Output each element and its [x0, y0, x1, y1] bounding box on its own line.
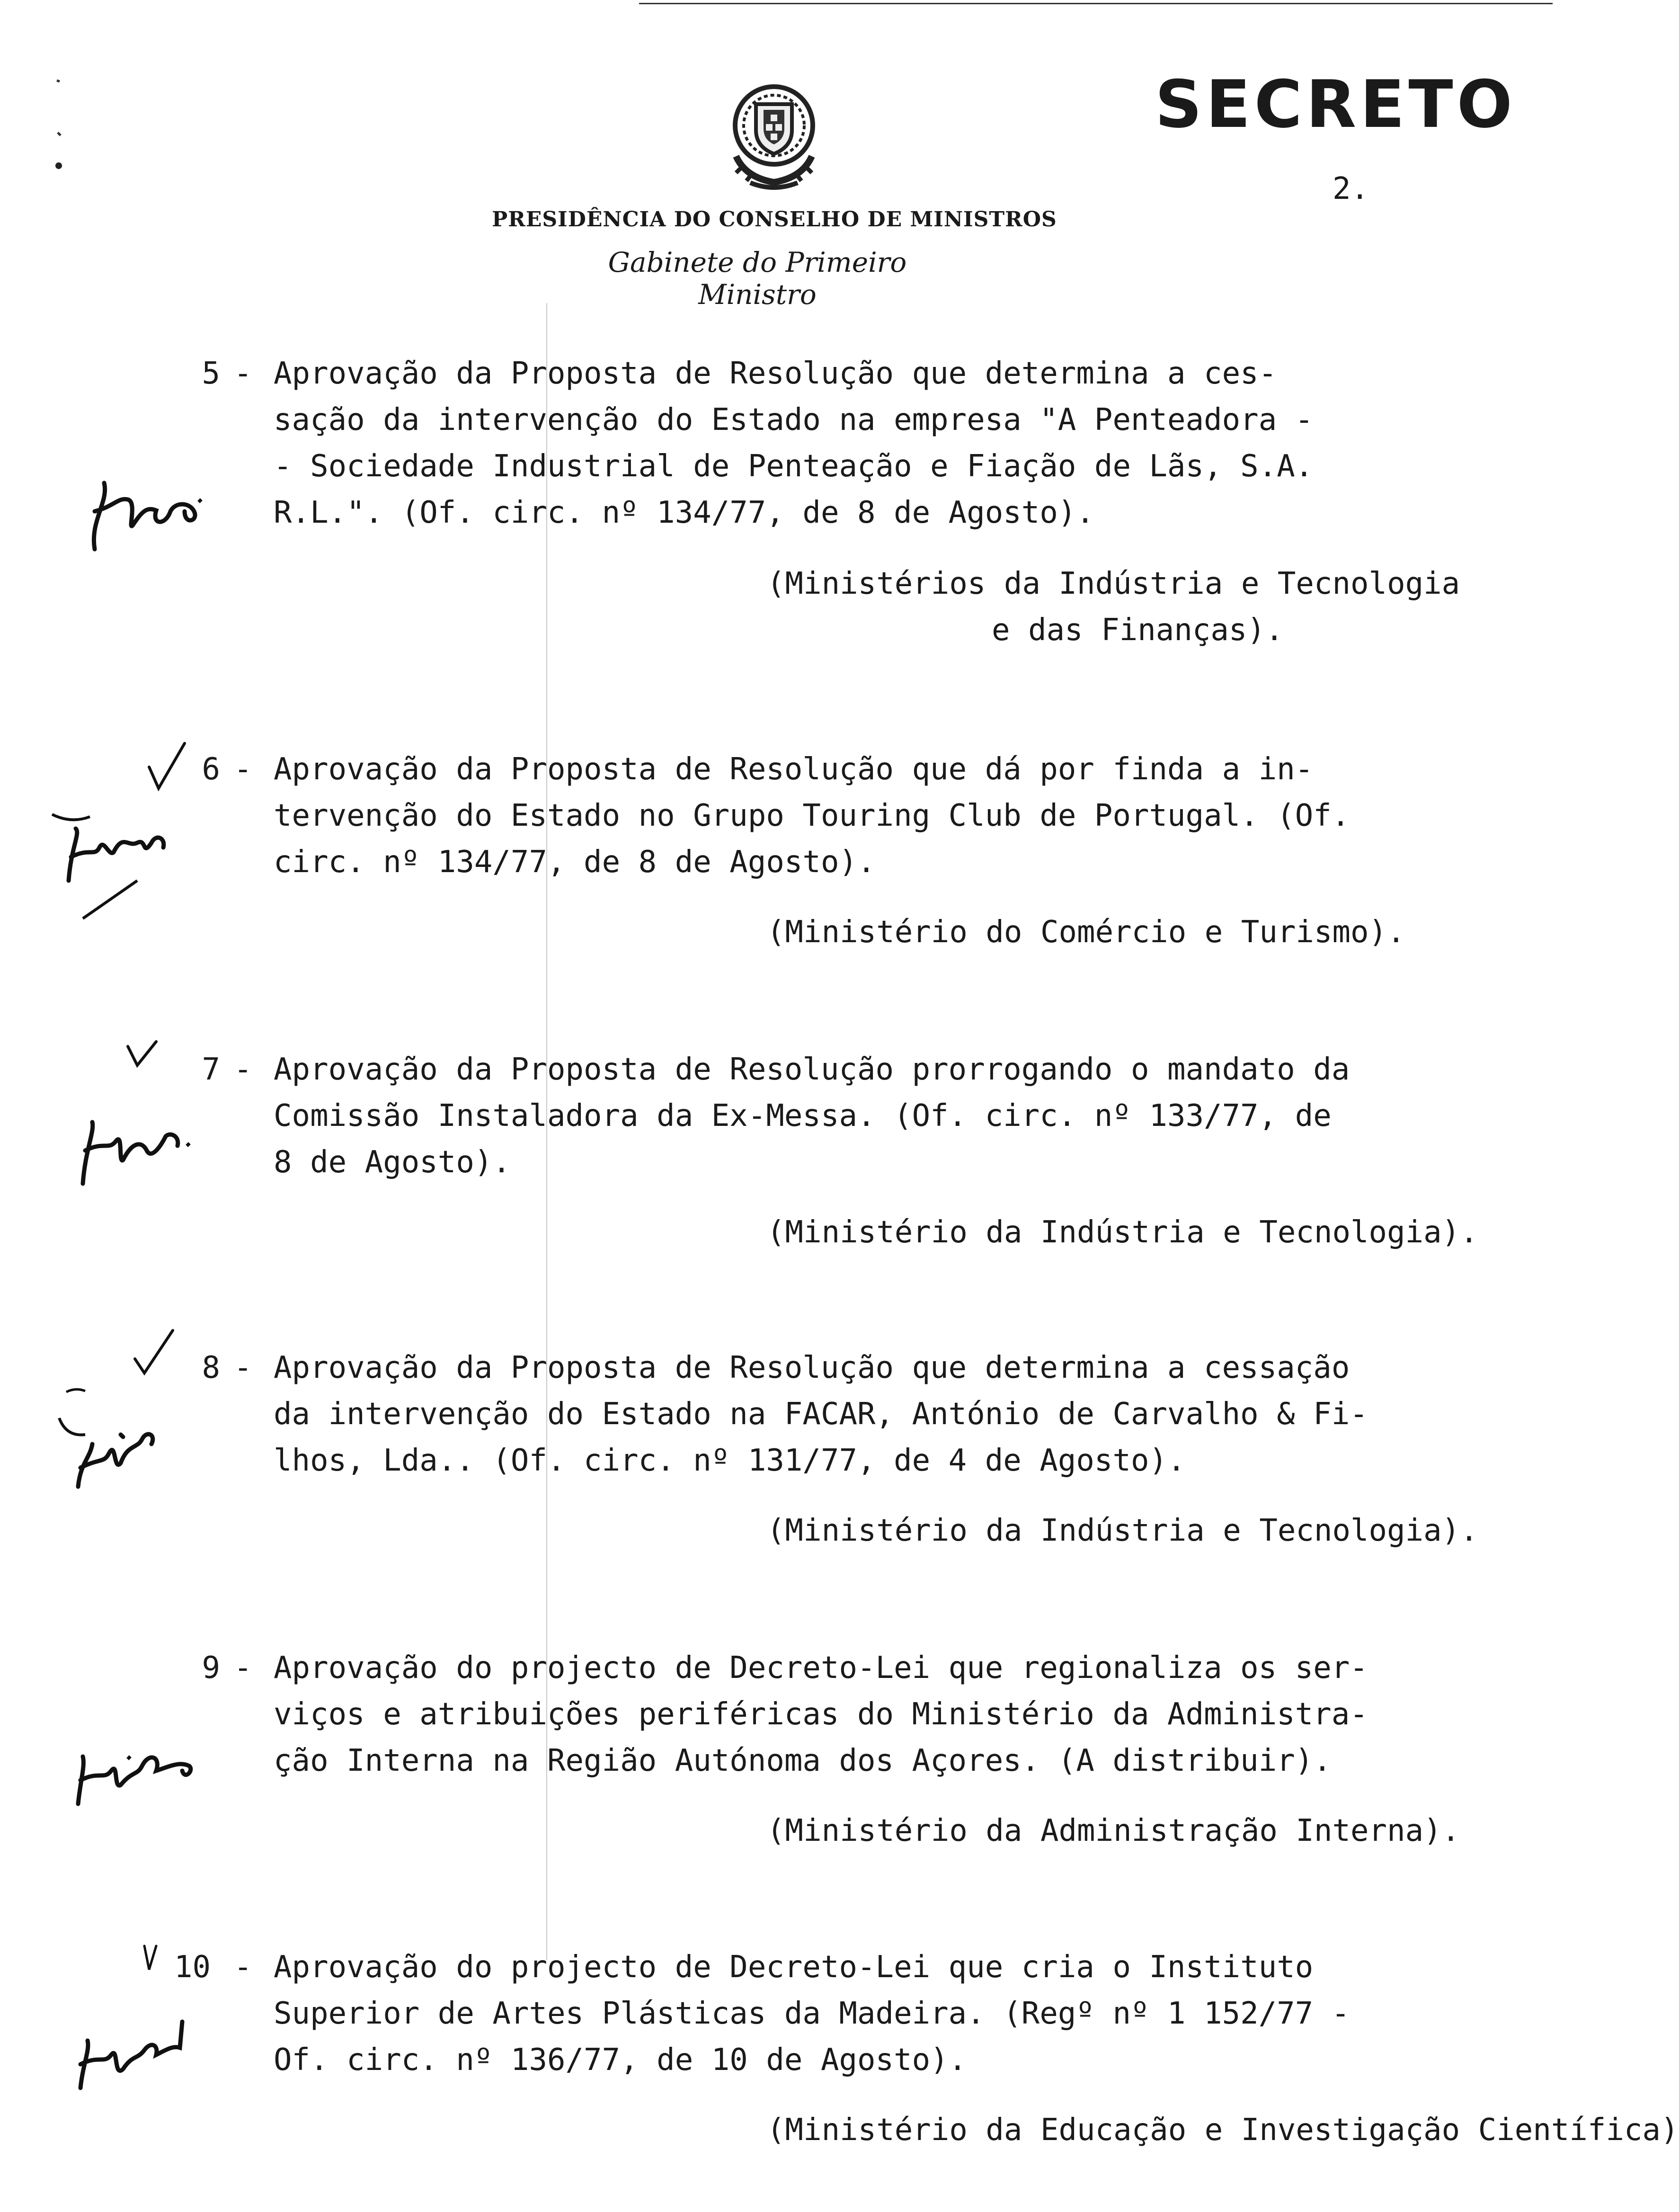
check-mark-icon — [66, 1946, 218, 2104]
item-text — [274, 746, 1350, 885]
item-line: tervenção do Estado no Grupo Touring Club de Portugal. (Of. — [274, 798, 1350, 833]
item-line: Aprovação do projecto de Decreto-Lei que cria o Instituto — [274, 1950, 1314, 1985]
check-mark-icon — [71, 1042, 227, 1204]
item-number: 9 — [202, 1650, 220, 1686]
cabinet-subheading: Gabinete do Primeiro Ministro — [608, 246, 907, 311]
item-line: lhos, Lda.. (Of. circ. nº 131/77, de 4 de Agosto). — [274, 1443, 1186, 1478]
item-text — [274, 1645, 1368, 1784]
ministry-line: (Ministério da Indústria e Tecnologia). — [767, 1513, 1478, 1548]
item-line: sação da intervenção do Estado na empresa "A Penteadora - — [274, 402, 1314, 437]
item-line: da intervenção do Estado na FACAR, António de Carvalho & Fi- — [274, 1397, 1368, 1432]
check-mark-icon — [47, 1321, 218, 1503]
item-line: Of. circ. nº 136/77, de 10 de Agosto). — [274, 2043, 967, 2078]
item-dash: - — [234, 752, 252, 787]
item-line: Comissão Instaladora da Ex-Messa. (Of. circ. nº 133/77, de — [274, 1098, 1332, 1133]
item-dash: - — [234, 1650, 252, 1686]
item-line: Aprovação da Proposta de Resolução que dá por finda a in- — [274, 752, 1314, 787]
ministry-line: (Ministério da Educação e Investigação Científica) — [767, 2113, 1679, 2148]
office-heading: PRESIDÊNCIA DO CONSELHO DE MINISTROS — [492, 207, 1057, 232]
page-number: 2. — [1333, 171, 1369, 206]
item-line: Superior de Artes Plásticas da Madeira. (Regº nº 1 152/77 - — [274, 1996, 1350, 2031]
item-dash: - — [234, 1052, 252, 1087]
item-line: - Sociedade Industrial de Penteação e Fiação de Lãs, S.A. — [274, 449, 1314, 484]
item-text — [274, 1944, 1350, 2083]
ministry-line: (Ministério da Indústria e Tecnologia). — [767, 1215, 1478, 1250]
item-number: 5 — [202, 356, 220, 391]
ministry-line: (Ministério do Comércio e Turismo). — [767, 915, 1405, 950]
item-dash: - — [234, 1350, 252, 1385]
coat-of-arms-icon — [717, 76, 831, 194]
item-number: 8 — [202, 1350, 220, 1385]
item-line: circ. nº 134/77, de 8 de Agosto). — [274, 845, 876, 880]
item-number: 10 — [174, 1950, 211, 1985]
item-line: Aprovação da Proposta de Resolução que determina a cessação — [274, 1350, 1350, 1385]
item-number: 7 — [202, 1052, 220, 1087]
item-line: Aprovação da Proposta de Resolução que determina a ces- — [274, 356, 1277, 391]
margin-marks — [52, 62, 80, 182]
item-text — [274, 1345, 1368, 1484]
item-number: 6 — [202, 752, 220, 787]
handwritten-note — [76, 455, 227, 570]
item-line: Aprovação do projecto de Decreto-Lei que regionaliza os ser- — [274, 1650, 1368, 1686]
item-text — [274, 350, 1313, 536]
handwritten-note — [66, 1695, 218, 1820]
ministry-line: (Ministérios da Indústria e Tecnologia — [767, 566, 1460, 601]
item-dash: - — [234, 1950, 252, 1985]
top-border-line — [639, 3, 1553, 4]
ministry-line: e das Finanças). — [992, 613, 1284, 648]
item-line: R.L.". (Of. circ. nº 134/77, de 8 de Agosto). — [274, 495, 1094, 530]
item-line: 8 de Agosto). — [274, 1145, 511, 1180]
item-text — [274, 1046, 1350, 1186]
ministry-line: (Ministério da Administração Interna). — [767, 1813, 1460, 1848]
item-line: viços e atribuições periféricas do Ministério da Administra- — [274, 1697, 1368, 1732]
item-dash: - — [234, 356, 252, 391]
check-mark-icon — [43, 739, 222, 930]
classification-stamp: SECRETO — [1155, 66, 1516, 143]
item-line: ção Interna na Região Autónoma dos Açores. (A distribuir). — [274, 1743, 1332, 1778]
item-line: Aprovação da Proposta de Resolução prorrogando o mandato da — [274, 1052, 1350, 1087]
